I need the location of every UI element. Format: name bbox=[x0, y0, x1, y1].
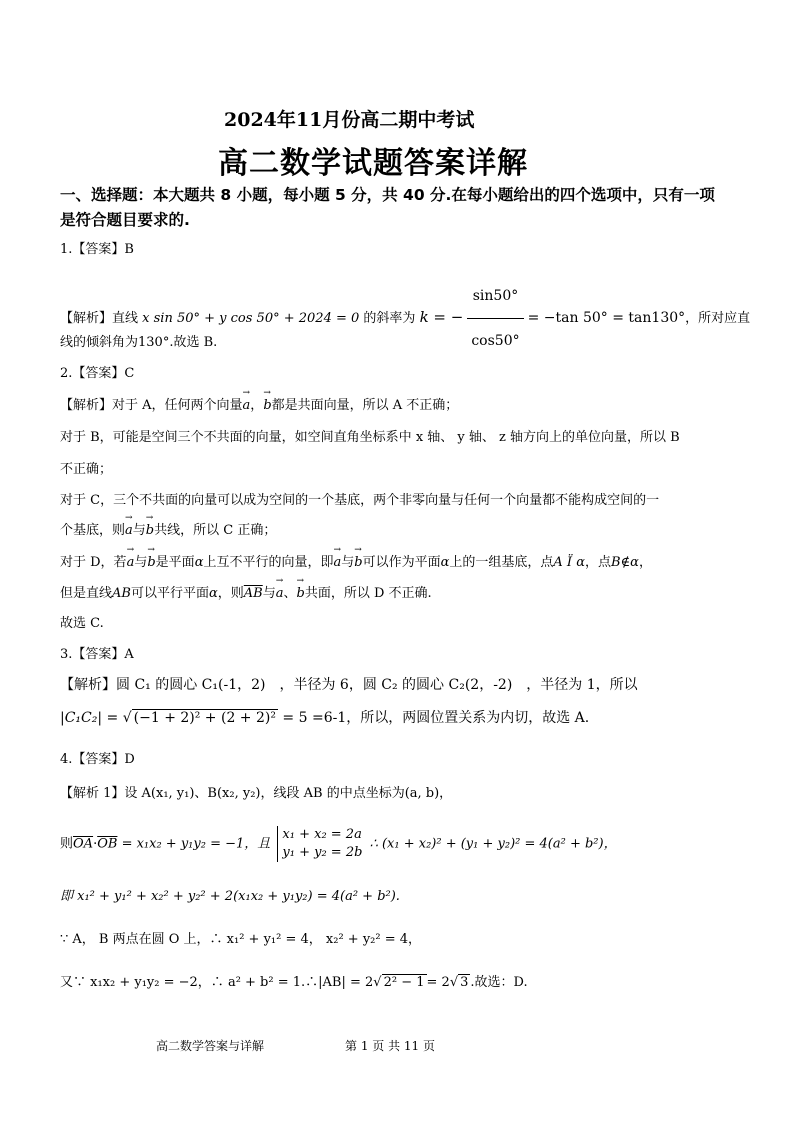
q1-text-a: 直线 bbox=[112, 311, 139, 326]
q4-line2 bbox=[60, 826, 617, 862]
q4-line3: 即 x₁² + y₁² + x₂² + y₂² + 2(x₁x₂ + y₁y₂) = 4(a² + b²). bbox=[60, 889, 400, 904]
vector-b: → b bbox=[147, 555, 155, 570]
page-title: 高二数学试题答案详解 bbox=[218, 146, 528, 181]
vector-a: → a bbox=[125, 523, 133, 538]
q1-k-label: k = − bbox=[419, 308, 464, 326]
q2-l6-f: 可以作为平面 bbox=[362, 555, 441, 570]
vector-ob: $\overline{OB}$ bbox=[97, 836, 118, 852]
q4-dot: · bbox=[93, 836, 98, 852]
q2-l6-k: ， bbox=[638, 555, 652, 570]
sqrt-sign: √ bbox=[122, 710, 132, 726]
q3-line2 bbox=[60, 707, 589, 727]
q2-l1-a: 【解析】对于 A，任何两个向量 bbox=[60, 398, 243, 413]
vector-b: → b bbox=[354, 555, 362, 570]
q2-line2: 对于 B，可能是空间三个不共面的向量，如空间直角坐标系中 x 轴、 y 轴、 z 轴方向上的单位向量，所以 B bbox=[60, 430, 680, 445]
q3-answer: 3.【答案】A bbox=[60, 647, 134, 662]
q1-answer: 1.【答案】B bbox=[60, 242, 134, 257]
q2-l5-b: 与 bbox=[132, 523, 146, 538]
alpha-symbol: α bbox=[208, 586, 218, 601]
q2-sep: ， bbox=[250, 398, 264, 413]
q4-radicand2: 3 bbox=[460, 975, 469, 990]
vector-a: → a bbox=[333, 555, 341, 570]
q2-l7-c: ，则 bbox=[217, 586, 244, 601]
q2-l7-f: 共面，所以 D 不正确. bbox=[304, 586, 432, 601]
q2-point-a: A Ï α bbox=[553, 555, 585, 570]
footer-left: 高二数学答案与详解 bbox=[156, 1039, 265, 1053]
q2-l6-i: ，点 bbox=[584, 555, 611, 570]
vector-b: → b bbox=[263, 398, 271, 413]
q2-line5 bbox=[60, 519, 276, 538]
sqrt-sign: √ bbox=[449, 975, 459, 990]
section-heading-line2: 是符合题目要求的. bbox=[60, 211, 190, 229]
section-heading-line1: 一、选择题：本大题共 8 小题，每小题 5 分，共 40 分.在每小题给出的四个选项中，只有一项 bbox=[60, 186, 715, 204]
q2-l6-c: 是平面 bbox=[155, 555, 195, 570]
q1-slope-eq: = −tan 50° = tan130° bbox=[527, 310, 686, 326]
line-ab: AB bbox=[112, 586, 131, 601]
q4-l2-b: = x₁x₂ + y₁y₂ = −1，且 bbox=[121, 836, 271, 852]
alpha-symbol: α bbox=[194, 555, 204, 570]
q2-answer: 2.【答案】C bbox=[60, 366, 135, 381]
q2-line8: 故选 C. bbox=[60, 616, 104, 631]
alpha-symbol: α bbox=[440, 555, 450, 570]
q2-l6-a: 对于 D，若 bbox=[60, 555, 127, 570]
q2-line1 bbox=[60, 394, 458, 413]
q4-sys-eq2: y₁ + y₂ = 2b bbox=[282, 845, 363, 860]
q2-line7 bbox=[60, 582, 432, 601]
sqrt-sign: √ bbox=[373, 975, 382, 990]
vector-b: → b bbox=[146, 523, 154, 538]
q1-text-b: 的斜率为 bbox=[363, 311, 416, 326]
vector-a: → a bbox=[276, 586, 284, 601]
q2-l6-d: 上互不平行的向量，即 bbox=[203, 555, 334, 570]
q2-line4: 对于 C，三个不共面的向量可以成为空间的一个基底，两个非零向量与任何一个向量都不能构成空间的一 bbox=[60, 493, 660, 508]
q2-l6-g: 上的一组基底，点 bbox=[449, 555, 554, 570]
q4-line5 bbox=[60, 971, 528, 990]
q2-l1-b: 都是共面向量，所以 A 不正确； bbox=[271, 398, 459, 413]
q3-radicand: (−1 + 2)² + (2 + 2)² bbox=[133, 710, 276, 726]
q4-sys-eq1: x₁ + x₂ = 2a bbox=[282, 827, 362, 842]
vector-a: → a bbox=[127, 555, 135, 570]
q4-line4: ∵ A， B 两点在圆 O 上，∴ x₁² + y₁² = 4， x₂² + y₂² = 4， bbox=[60, 932, 422, 947]
q1-frac-num: sin50° bbox=[467, 276, 523, 319]
q2-l6-e: 与 bbox=[341, 555, 355, 570]
q1-line-equation: x sin 50° + y cos 50° + 2024 = 0 bbox=[142, 311, 360, 326]
q2-l5-c: 共线，所以 C 正确； bbox=[154, 523, 277, 538]
q3-lhs: |C₁C₂| = bbox=[60, 710, 119, 726]
q4-equation-system bbox=[277, 826, 362, 862]
q1-line2: 线的倾斜角为130°.故选 B. bbox=[60, 335, 218, 350]
q4-l2-a: 则 bbox=[60, 836, 74, 852]
q2-l7-b: 可以平行平面 bbox=[130, 586, 209, 601]
footer-page-number: 第 1 页 共 11 页 bbox=[345, 1039, 435, 1053]
exam-line: 2024年11月份高二期中考试 bbox=[224, 109, 475, 131]
q4-l5-c: .故选：D. bbox=[470, 975, 528, 990]
q4-l5-a: 又∵ x₁x₂ + y₁y₂ = −2，∴ a² + b² = 1.∴|AB| = 2 bbox=[60, 975, 374, 990]
q2-l6-b: 与 bbox=[134, 555, 148, 570]
q4-l2-c: ∴ (x₁ + x₂)² + (y₁ + y₂)² = 4(a² + b²)， bbox=[369, 836, 617, 852]
q2-l7-e: 、 bbox=[283, 586, 297, 601]
vector-b: → b bbox=[297, 586, 305, 601]
q2-l7-a: 但是直线 bbox=[60, 586, 113, 601]
vector-oa: $\overline{OA}$ bbox=[73, 836, 94, 852]
q4-l5-b: = 2 bbox=[426, 975, 450, 990]
vector-a: → a bbox=[243, 398, 251, 413]
q2-line3: 不正确； bbox=[60, 462, 113, 477]
q4-radicand1: 2² − 1 bbox=[383, 975, 425, 990]
q4-line1: 【解析 1】设 A(x₁, y₁)、B(x₂, y₂)，线段 AB 的中点坐标为(a, b)， bbox=[60, 786, 453, 801]
q2-point-b: B∉α bbox=[611, 555, 639, 570]
q3-rest: = 5 =6-1，所以，两圆位置关系为内切，故选 A. bbox=[282, 710, 590, 726]
q1-tag: 【解析】 bbox=[60, 311, 113, 326]
vector-ab: $\overline{AB}$ bbox=[243, 586, 263, 601]
q2-line6 bbox=[60, 551, 652, 570]
q1-slope-fraction bbox=[467, 276, 523, 361]
q1-frac-den: cos50° bbox=[471, 333, 520, 349]
q2-l5-a: 个基底，则 bbox=[60, 523, 126, 538]
q1-text-c: ，所对应直 bbox=[685, 311, 751, 326]
q2-l7-d: 与 bbox=[262, 586, 276, 601]
q4-answer: 4.【答案】D bbox=[60, 752, 135, 767]
q3-line1: 【解析】圆 C₁ 的圆心 C₁(-1，2) ，半径为 6，圆 C₂ 的圆心 C₂(2，-2) ，半径为 1，所以 bbox=[60, 677, 638, 693]
